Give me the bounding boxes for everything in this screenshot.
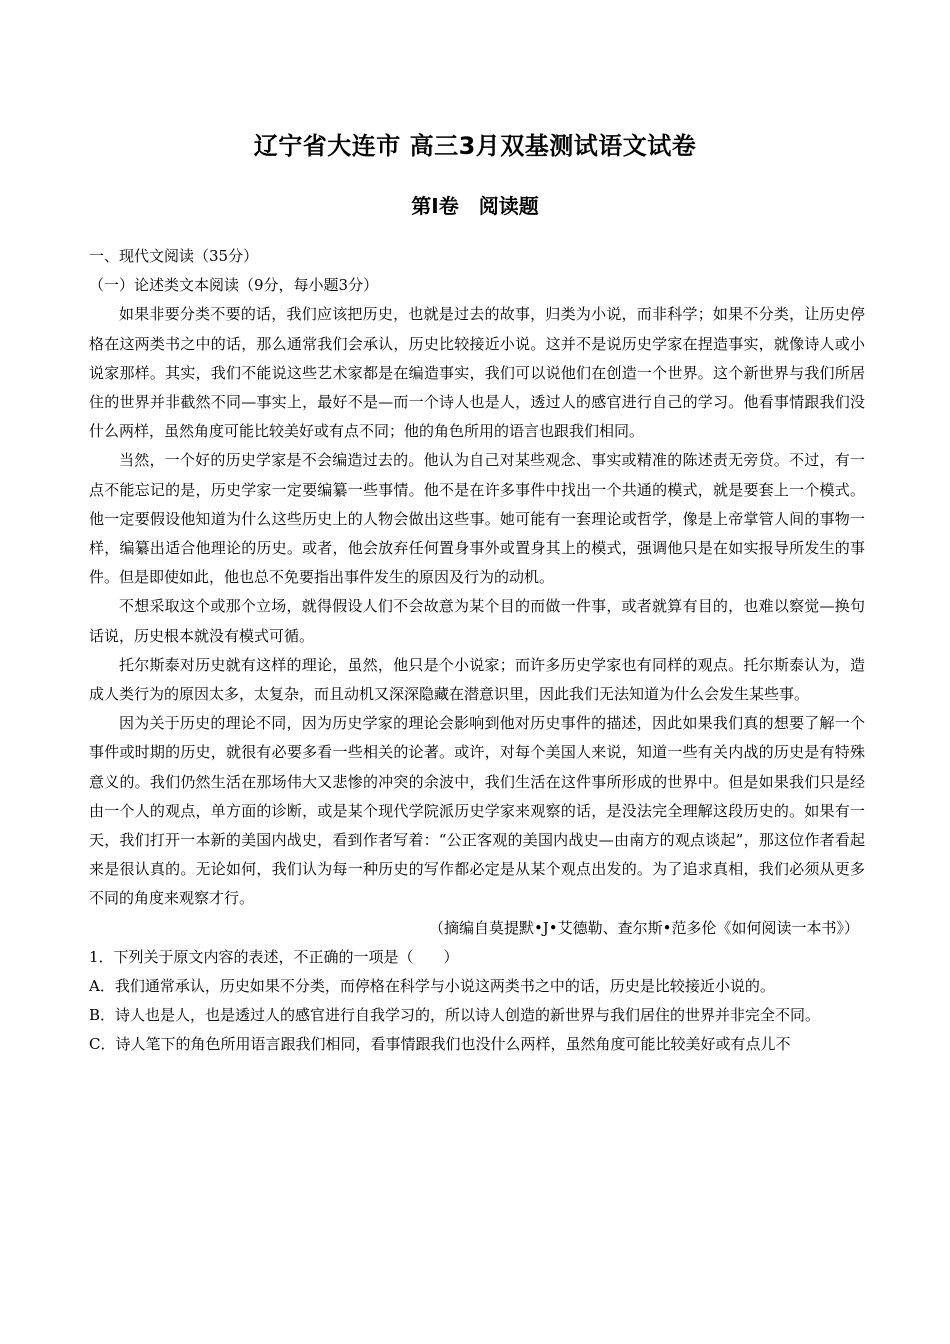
paragraph: 因为关于历史的理论不同，因为历史学家的理论会影响到他对历史事件的描述，因此如果我们真的想要了解一个事件或时期的历史，就很有必要多看一些相关的论著。或许，对每个美国人来说，知道一些有关内战的历史是有特殊意义的。我们仍然生活在那场伟大又悲惨的冲突的余波中，我们生活在这件事所形成的世界中。但是如果我们只是经由一个人的观点，单方面的诊断，或是某个现代学院派历史学家来观察的话，是没法完全理解这段历史的。如果有一天，我们打开一本新的美国内战史，看到作者写着：“公正客观的美国内战史—由南方的观点谈起”，那这位作者看起来是很认真的。无论如何，我们认为每一种历史的写作都必定是从某个观点出发的。为了追求真相，我们必须从更多不同的角度来观察才行。 — [89, 714, 865, 908]
paragraph: 不想采取这个或那个立场，就得假设人们不会故意为某个目的而做一件事，或者就算有目的，也难以察觉—换句话说，历史根本就没有模式可循。 — [89, 597, 865, 645]
exam-title: 辽宁省大连市 高三3月双基测试语文试卷 — [253, 132, 697, 160]
section-heading: 第Ⅰ卷 阅读题 — [411, 194, 539, 218]
document-body — [89, 242, 865, 1060]
subsection-label: （一）论述类文本阅读（9分，每小题3分） — [89, 276, 379, 295]
source-citation: （摘编自莫提默•J•艾德勒、查尔斯•范多伦《如何阅读一本书》） — [428, 918, 859, 937]
question-option-b: B．诗人也是人，也是透过人的感官进行自我学习的，所以诗人创造的新世界与我们居住的世界并非完全不同。 — [89, 1006, 821, 1025]
paragraph: 如果非要分类不要的话，我们应该把历史，也就是过去的故事，归类为小说，而非科学；如果不分类，让历史停格在这两类书之中的话，那么通常我们会承认，历史比较接近小说。这并不是说历史学家在捏造事实，就像诗人或小说家那样。其实，我们不能说这些艺术家都是在编造事实，我们可以说他们在创造一个世界。这个新世界与我们所居住的世界并非截然不同—事实上，最好不是—而一个诗人也是人，透过人的感官进行自己的学习。他看事情跟我们没什么两样，虽然角度可能比较美好或有点不同；他的角色所用的语言也跟我们相同。 — [89, 305, 865, 441]
question-option-c: C．诗人笔下的角色所用语言跟我们相同，看事情跟我们也没什么两样，虽然角度可能比较美好或有点儿不 — [89, 1035, 791, 1054]
question-option-a: A．我们通常承认，历史如果不分类，而停格在科学与小说这两类书之中的话，历史是比较接近小说的。 — [89, 977, 775, 996]
paragraph: 托尔斯泰对历史就有这样的理论，虽然，他只是个小说家；而许多历史学家也有同样的观点。托尔斯泰认为，造成人类行为的原因太多，太复杂，而且动机又深深隐藏在潜意识里，因此我们无法知道为什么会发生某些事。 — [89, 655, 865, 704]
section-label: 一、现代文阅读（35分） — [89, 247, 259, 265]
paragraph: 当然，一个好的历史学家是不会编造过去的。他认为自己对某些观念、事实或精准的陈述责无旁贷。不过，有一点不能忘记的是，历史学家一定要编纂一些事情。他不是在许多事件中找出一个共通的模式，就是要套上一个模式。他一定要假设他知道为什么这些历史上的人物会做出这些事。她可能有一套理论或哲学，像是上帝掌管人间的事物一样，编纂出适合他理论的历史。或者，他会放弃任何置身事外或置身其上的模式，强调他只是在如实报导所发生的事件。但是即使如此，他也总不免要指出事件发生的原因及行为的动机。 — [89, 451, 865, 587]
question-stem: 1．下列关于原文内容的表述，不正确的一项是（ ） — [89, 947, 459, 966]
